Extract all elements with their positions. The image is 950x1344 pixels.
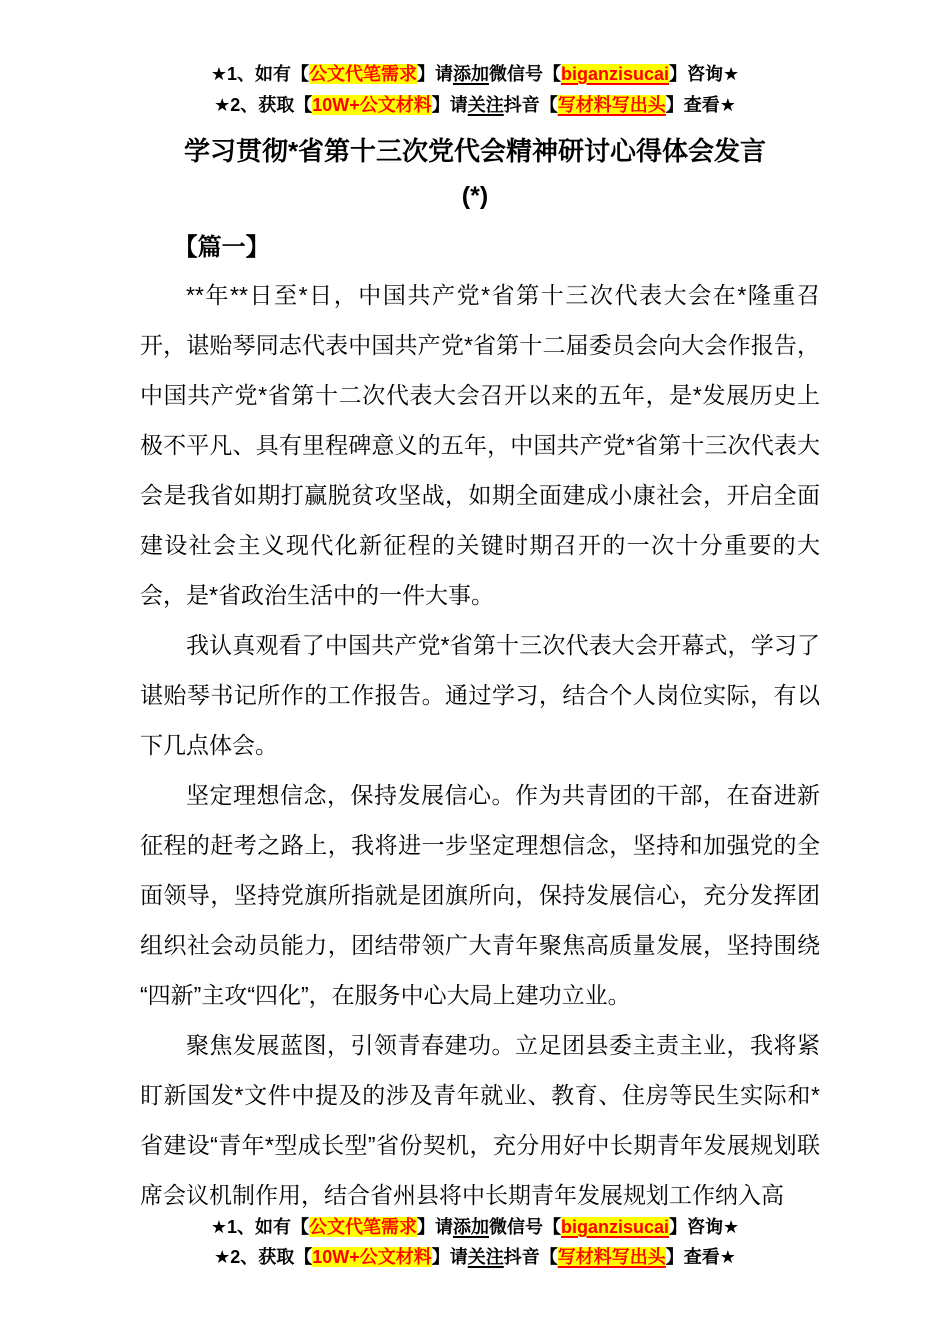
paragraph: **年**日至*日，中国共产党*省第十三次代表大会在*隆重召开，谌贻琴同志代表中国共产党*省第十二届委员会向大会作报告，中国共产党*省第十二次代表大会召开以来的五年，是*发展历史上极不平凡、具有里程碑意义的五年，中国共产党*省第十三次代表大会是我省如期打赢脱贫攻坚战，如期全面建成小康社会，开启全面建设社会主义现代化新征程的关键时期召开的一次十分重要的大会，是*省政治生活中的一件大事。 <box>140 282 820 608</box>
promo-highlight-douyin-id: 写材料写出头 <box>557 95 666 115</box>
promo-header <box>0 59 950 121</box>
promo-text: 抖音【 <box>503 95 558 115</box>
promo-highlight-service: 公文代笔需求 <box>308 1217 417 1237</box>
promo-text: ★1、如有【 <box>210 1217 309 1237</box>
paragraph: 我认真观看了中国共产党*省第十三次代表大会开幕式，学习了谌贻琴书记所作的工作报告。通过学习，结合个人岗位实际，有以下几点体会。 <box>140 632 820 758</box>
promo-text: 】查看★ <box>665 1247 736 1267</box>
promo-underlined-text: 添加 <box>452 1217 489 1237</box>
promo-highlight-materials: 10W+公文材料 <box>312 1247 432 1267</box>
section-heading: 【篇一】 <box>173 234 270 261</box>
paragraph: 聚焦发展蓝图，引领青春建功。立足团县委主责主业，我将紧盯新国发*文件中提及的涉及青年就业、教育、住房等民生实际和*省建设“青年*型成长型”省份契机，充分用好中长期青年发展规划联席会议机制作用，结合省州县将中长期青年发展规划工作纳入高 <box>140 1032 820 1208</box>
promo-text: 微信号【 <box>488 1217 561 1237</box>
promo-highlight-douyin-id: 写材料写出头 <box>557 1247 666 1267</box>
document-body <box>140 270 820 1210</box>
promo-underlined-text: 关注 <box>467 1247 504 1267</box>
promo-text: ★2、获取【 <box>214 95 313 115</box>
document-title: 学习贯彻*省第十三次党代会精神研讨心得体会发言 <box>183 136 767 166</box>
promo-underlined-text: 关注 <box>467 95 504 115</box>
promo-text: ★1、如有【 <box>210 64 309 84</box>
promo-header-line-2 <box>0 90 950 121</box>
promo-text: 微信号【 <box>488 64 561 84</box>
promo-text: 】请 <box>431 95 468 115</box>
promo-footer-line-1 <box>0 1212 950 1242</box>
promo-header-line-1 <box>0 59 950 90</box>
promo-footer <box>0 1212 950 1272</box>
promo-text: 】请 <box>416 64 453 84</box>
promo-text: 】咨询★ <box>669 64 740 84</box>
promo-footer-line-2 <box>0 1242 950 1272</box>
paragraph: 坚定理想信念，保持发展信心。作为共青团的干部，在奋进新征程的赶考之路上，我将进一步坚定理想信念，坚持和加强党的全面领导，坚持党旗所指就是团旗所向，保持发展信心，充分发挥团组织社会动员能力，团结带领广大青年聚焦高质量发展，坚持围绕“四新”主攻“四化”，在服务中心大局上建功立业。 <box>140 782 820 1008</box>
promo-text: 】咨询★ <box>669 1217 740 1237</box>
promo-underlined-text: 添加 <box>452 64 489 84</box>
promo-text: ★2、获取【 <box>214 1247 313 1267</box>
promo-highlight-wechat-id: biganzisucai <box>560 64 670 84</box>
promo-highlight-wechat-id: biganzisucai <box>560 1217 670 1237</box>
promo-text: 】请 <box>416 1217 453 1237</box>
promo-text: 】请 <box>431 1247 468 1267</box>
promo-text: 抖音【 <box>503 1247 558 1267</box>
document-subtitle: (*) <box>461 182 489 210</box>
promo-highlight-materials: 10W+公文材料 <box>312 95 432 115</box>
promo-text: 】查看★ <box>665 95 736 115</box>
promo-highlight-service: 公文代笔需求 <box>308 64 417 84</box>
